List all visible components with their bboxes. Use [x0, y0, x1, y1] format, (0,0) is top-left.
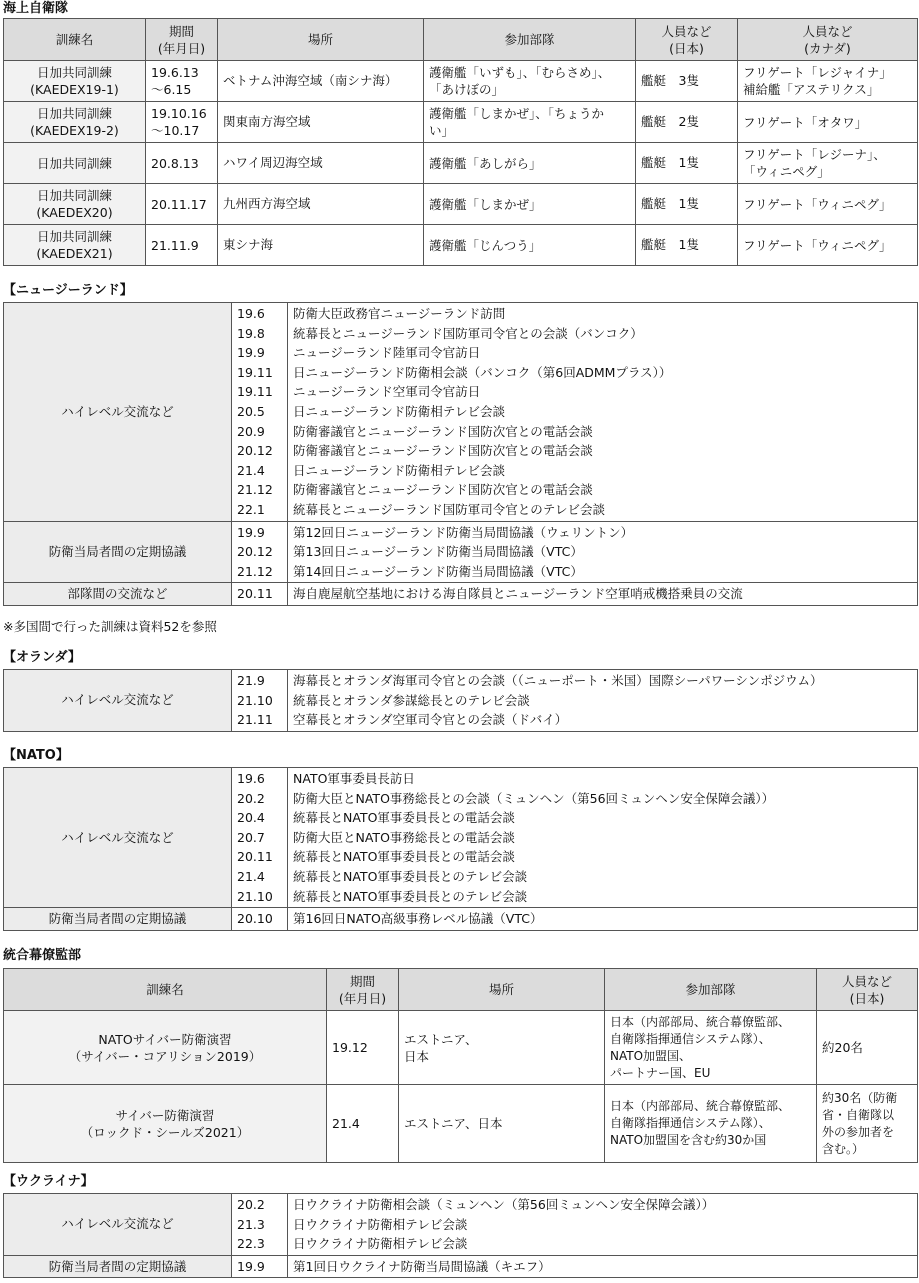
date: 21.10	[237, 888, 273, 904]
category-label: ハイレベル交流など	[4, 1194, 232, 1256]
ukraine-exchange-table	[3, 1193, 918, 1278]
date: 20.7	[237, 829, 265, 845]
date: 21.12	[237, 482, 273, 498]
training-place: 九州西方海空域	[218, 184, 424, 225]
personnel-japan: 約30名（防衛 省・自衛隊以 外の参加者を 含む。）	[817, 1085, 918, 1163]
date: 21.3	[237, 1216, 265, 1232]
training-name: 日加共同訓練 (KAEDEX19-1)	[4, 61, 146, 102]
event: 第12回日ニュージーランド防衛当局間協議（ウェリントン）	[293, 524, 634, 540]
training-name: NATOサイバー防衛演習 （サイバー・コアリション2019）	[4, 1011, 327, 1085]
event: 防衛大臣とNATO事務総長との電話会談	[293, 829, 515, 845]
training-units: 日本（内部部局、統合幕僚監部、 自衛隊指揮通信システム隊）、 NATO加盟国を含む約30か国	[605, 1085, 817, 1163]
category-label: ハイレベル交流など	[4, 303, 232, 522]
category-label: 部隊間の交流など	[4, 583, 232, 606]
table-row	[4, 143, 918, 184]
table-row	[4, 521, 918, 583]
date-list	[232, 670, 288, 732]
event: 統幕長とNATO軍事委員長とのテレビ会談	[293, 888, 528, 904]
training-name: サイバー防衛演習 （ロックド・シールズ2021）	[4, 1085, 327, 1163]
column-header: 参加部隊	[424, 19, 636, 61]
section-title-joint-staff: 統合幕僚監部	[3, 948, 82, 963]
personnel-canada: フリゲート「ウィニペグ」	[738, 184, 918, 225]
event-list	[288, 908, 918, 931]
training-name: 日加共同訓練	[4, 143, 146, 184]
event: 防衛審議官とニュージーランド国防次官との電話会談	[293, 482, 593, 498]
date-list	[232, 521, 288, 583]
date: 21.4	[237, 462, 265, 478]
training-units: 日本（内部部局、統合幕僚監部、 自衛隊指揮通信システム隊）、 NATO加盟国、 パートナー国、EU	[605, 1011, 817, 1085]
new-zealand-exchange-table	[3, 302, 918, 606]
msdf-training-table	[3, 18, 918, 266]
date: 20.12	[237, 443, 273, 459]
event: 防衛大臣とNATO事務総長との会談（ミュンヘン（第56回ミュンヘン安全保障会議））	[293, 790, 775, 806]
section-title-ukraine: 【ウクライナ】	[3, 1174, 94, 1189]
table-row	[4, 184, 918, 225]
date: 19.9	[237, 1258, 265, 1274]
date: 19.9	[237, 345, 265, 361]
date: 20.9	[237, 423, 265, 439]
training-place: ハワイ周辺海空域	[218, 143, 424, 184]
personnel-canada: フリゲート「レジーナ」、 「ウィニペグ」	[738, 143, 918, 184]
personnel-canada: フリゲート「オタワ」	[738, 102, 918, 143]
event: 海幕長とオランダ海軍司令官との会談（（ニューポート・米国）国際シーパワーシンポジウム）	[293, 673, 823, 688]
column-header: 期間 (年月日)	[146, 19, 218, 61]
event: 統幕長とNATO軍事委員長との電話会談	[293, 810, 515, 826]
event: 第1回日ウクライナ防衛当局間協議（キエフ）	[293, 1258, 551, 1274]
column-header: 人員など (カナダ)	[738, 19, 918, 61]
column-header: 場所	[399, 969, 605, 1011]
table-row	[4, 583, 918, 606]
event: 統幕長とニュージーランド国防軍司令官との会談（バンコク）	[293, 325, 643, 341]
event: 第14回日ニュージーランド防衛当局間協議（VTC）	[293, 563, 583, 579]
date-list	[232, 908, 288, 931]
training-place: エストニア、日本	[399, 1085, 605, 1163]
date: 20.11	[237, 586, 273, 602]
section-title-new-zealand: 【ニュージーランド】	[3, 283, 133, 298]
date: 20.2	[237, 790, 265, 806]
date-list	[232, 768, 288, 908]
category-label: 防衛当局者間の定期協議	[4, 1255, 232, 1278]
date: 21.10	[237, 692, 273, 708]
personnel-japan: 艦艇 2隻	[636, 102, 738, 143]
column-header: 場所	[218, 19, 424, 61]
training-place: 東シナ海	[218, 225, 424, 266]
personnel-canada: フリゲート「ウィニペグ」	[738, 225, 918, 266]
training-units: 護衛艦「しまかぜ」、「ちょうか い」	[424, 102, 636, 143]
event: 統幕長とニュージーランド国防軍司令官とのテレビ会談	[293, 501, 606, 517]
date: 21.4	[237, 868, 265, 884]
column-header: 期間 (年月日)	[327, 969, 399, 1011]
table-row	[4, 303, 918, 522]
event: 防衛審議官とニュージーランド国防次官との電話会談	[293, 423, 593, 439]
date: 20.12	[237, 544, 273, 560]
event-list	[288, 303, 918, 522]
event-list	[288, 521, 918, 583]
training-units: 護衛艦「あしがら」	[424, 143, 636, 184]
training-period: 19.6.13 〜6.15	[146, 61, 218, 102]
training-period: 21.4	[327, 1085, 399, 1163]
personnel-japan: 艦艇 3隻	[636, 61, 738, 102]
training-name: 日加共同訓練 (KAEDEX21)	[4, 225, 146, 266]
event-list	[288, 1255, 918, 1278]
date: 21.12	[237, 563, 273, 579]
training-units: 護衛艦「しまかぜ」	[424, 184, 636, 225]
event: 日ニュージーランド防衛相テレビ会談	[293, 403, 506, 419]
table-row	[4, 768, 918, 908]
event: 日ウクライナ防衛相テレビ会談	[293, 1236, 468, 1252]
nato-exchange-table	[3, 767, 918, 931]
table-row	[4, 1255, 918, 1278]
personnel-japan: 艦艇 1隻	[636, 184, 738, 225]
event: 日ニュージーランド防衛相会談（バンコク（第6回ADMMプラス））	[293, 364, 672, 380]
category-label: 防衛当局者間の定期協議	[4, 908, 232, 931]
column-header: 人員など (日本)	[817, 969, 918, 1011]
event: 日ウクライナ防衛相テレビ会談	[293, 1216, 468, 1232]
table-row	[4, 908, 918, 931]
event-list	[288, 768, 918, 908]
date: 22.1	[237, 501, 265, 517]
event: 防衛審議官とニュージーランド国防次官との電話会談	[293, 443, 593, 459]
table-row	[4, 1085, 918, 1163]
joint-staff-training-table	[3, 968, 918, 1163]
date: 19.11	[237, 384, 273, 400]
event: 空幕長とオランダ空軍司令官との会談（ドバイ）	[293, 712, 568, 728]
date: 20.11	[237, 849, 273, 865]
date: 20.10	[237, 911, 273, 927]
event: 統幕長とオランダ参謀総長とのテレビ会談	[293, 692, 530, 708]
event: NATO軍事委員長訪日	[293, 771, 415, 786]
table-header-row	[4, 19, 918, 61]
table-row	[4, 1011, 918, 1085]
date: 19.6	[237, 771, 265, 786]
personnel-japan: 艦艇 1隻	[636, 225, 738, 266]
section-title-netherlands: 【オランダ】	[3, 650, 81, 665]
table-row	[4, 61, 918, 102]
date: 21.11	[237, 712, 273, 728]
training-period: 20.11.17	[146, 184, 218, 225]
column-header: 訓練名	[4, 969, 327, 1011]
date: 20.5	[237, 403, 265, 419]
footnote: ※多国間で行った訓練は資料52を参照	[3, 619, 217, 634]
event: 日ウクライナ防衛相会談（ミュンヘン（第56回ミュンヘン安全保障会議））	[293, 1197, 715, 1212]
event: ニュージーランド空軍司令官訪日	[293, 384, 481, 400]
date-list	[232, 583, 288, 606]
category-label: ハイレベル交流など	[4, 768, 232, 908]
training-period: 21.11.9	[146, 225, 218, 266]
training-name: 日加共同訓練 (KAEDEX19-2)	[4, 102, 146, 143]
section-title-msdf: 海上自衛隊	[3, 1, 69, 16]
training-units: 護衛艦「じんつう」	[424, 225, 636, 266]
personnel-canada: フリゲート「レジャイナ」 補給艦「アステリクス」	[738, 61, 918, 102]
category-label: 防衛当局者間の定期協議	[4, 521, 232, 583]
training-period: 19.10.16 〜10.17	[146, 102, 218, 143]
event: 第13回日ニュージーランド防衛当局間協議（VTC）	[293, 544, 583, 560]
training-place: 関東南方海空域	[218, 102, 424, 143]
training-place: ベトナム沖海空域（南シナ海）	[218, 61, 424, 102]
date-list	[232, 1194, 288, 1256]
date: 22.3	[237, 1236, 265, 1252]
event: ニュージーランド陸軍司令官訪日	[293, 345, 481, 361]
date: 19.8	[237, 325, 265, 341]
training-units: 護衛艦「いずも」、「むらさめ」、 「あけぼの」	[424, 61, 636, 102]
event: 防衛大臣政務官ニュージーランド訪問	[293, 306, 506, 321]
category-label: ハイレベル交流など	[4, 670, 232, 732]
date: 19.11	[237, 364, 273, 380]
date: 20.4	[237, 810, 265, 826]
personnel-japan: 約20名	[817, 1011, 918, 1085]
column-header: 人員など (日本)	[636, 19, 738, 61]
section-title-nato: 【NATO】	[3, 748, 69, 763]
personnel-japan: 艦艇 1隻	[636, 143, 738, 184]
date-list	[232, 303, 288, 522]
training-place: エストニア、 日本	[399, 1011, 605, 1085]
event: 海自鹿屋航空基地における海自隊員とニュージーランド空軍哨戒機搭乗員の交流	[293, 586, 743, 602]
date: 21.9	[237, 673, 265, 688]
table-row	[4, 1194, 918, 1256]
event: 統幕長とNATO軍事委員長との電話会談	[293, 849, 515, 865]
event-list	[288, 583, 918, 606]
date-list	[232, 1255, 288, 1278]
column-header: 参加部隊	[605, 969, 817, 1011]
date: 19.9	[237, 524, 265, 540]
column-header: 訓練名	[4, 19, 146, 61]
training-name: 日加共同訓練 (KAEDEX20)	[4, 184, 146, 225]
training-period: 19.12	[327, 1011, 399, 1085]
event: 日ニュージーランド防衛相テレビ会談	[293, 462, 506, 478]
event: 第16回日NATO高級事務レベル協議（VTC）	[293, 911, 543, 927]
event-list	[288, 670, 918, 732]
date: 19.6	[237, 306, 265, 321]
event-list	[288, 1194, 918, 1256]
table-header-row	[4, 969, 918, 1011]
date: 20.2	[237, 1197, 265, 1212]
table-row	[4, 225, 918, 266]
training-period: 20.8.13	[146, 143, 218, 184]
table-row	[4, 670, 918, 732]
netherlands-exchange-table	[3, 669, 918, 732]
event: 統幕長とNATO軍事委員長とのテレビ会談	[293, 868, 528, 884]
table-row	[4, 102, 918, 143]
